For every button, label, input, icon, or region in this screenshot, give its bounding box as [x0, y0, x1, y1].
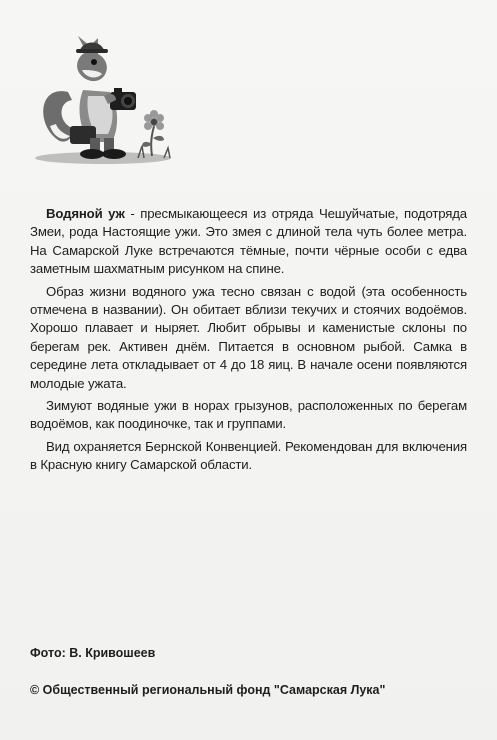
- copyright-notice: © Общественный региональный фонд "Самарская Лука": [30, 683, 386, 697]
- paragraph-3: Зимуют водяные ужи в норах грызунов, расположенных по берегам водоёмов, как поодиночке, так и группами.: [30, 398, 467, 432]
- species-name: Водяной уж: [46, 206, 125, 221]
- fox-photographer-icon: [28, 30, 178, 170]
- paragraph-2: Образ жизни водяного ужа тесно связан с водой (эта особенность отмечена в названии). Он обитает вблизи текучих и стоячих водоёмов. Хорошо плавает и ныряет. Любит обрывы и каменистые склоны по берегам рек. Активен днём. Питается в основном рыбой. Самка в середине лета откладывает от 4 до 18 яиц. В начале осени появляются молодые ужата.: [30, 283, 467, 391]
- paragraph-1: [30, 205, 467, 279]
- photo-credit: Фото: В. Кривошеев: [30, 646, 156, 660]
- paragraph-1-text: - пресмыкающееся из отряда Чешуйчатые, подотряда Змеи, рода Настоящие ужи. Это змея с длиной тела чуть более метра. На Самарской Луке встречаются тёмные, почти чёрные особи с едва заметным шахматным рисунком на спине.: [30, 206, 467, 277]
- paragraph-4: Вид охраняется Бернской Конвенцией. Рекомендован для включения в Красную книгу Самарской области.: [30, 438, 467, 473]
- article-text: [30, 205, 467, 479]
